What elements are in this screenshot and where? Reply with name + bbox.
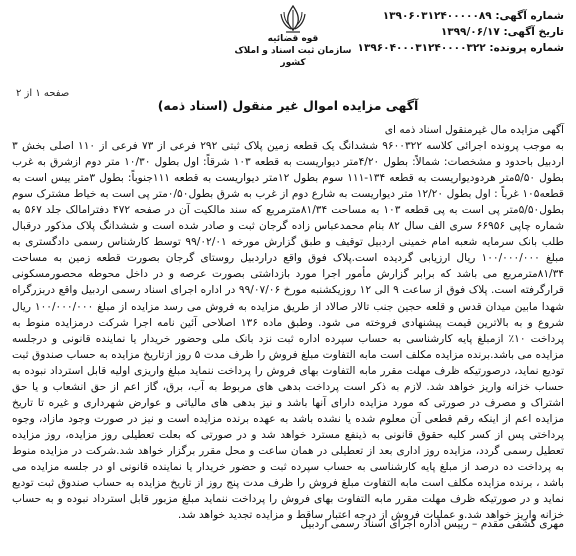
document-title: آگهی مزایده اموال غیر منقول (اسناد ذمه)	[157, 98, 419, 113]
document-body	[12, 122, 564, 523]
page-number: صفحه ۱ از ۲	[16, 88, 70, 99]
signature-line: مهری کشفی مقدم – رییس اداره اجرای اسناد رسمی اردبیل	[300, 518, 564, 530]
emblem-organization: سازمان ثبت اسناد و املاک کشور	[234, 46, 352, 68]
case-number-label: شماره پرونده:	[489, 42, 564, 54]
ad-date-label: تاریخ آگهی:	[503, 26, 564, 38]
emblem-icon	[276, 4, 310, 34]
judiciary-emblem	[234, 4, 352, 76]
emblem-caption: قوه قضائیه	[267, 34, 319, 44]
body-paragraph: به موجب پرونده اجرائی کلاسه ۹۶۰۰۳۲۲ ششدانگ یک قطعه زمین پلاک ثبتی ۲۹۲ فرعی از ۷۳ فرعی از ۱۱۰ اصلی بخش ۳ اردبیل باحدود و مشخصات: شمالاً: بطول ۴/۲۰متر دیواریست به قطعه ۱۰۳ شرقاً: اول بطول ۱۰/۳۰ متر دوم ازشرق به غرب بطول ۵/۵۰متر هردودیواریست به قطعه ۱۳۴-۱۱۱ سوم بطول ۱۲متر دیواریست به قطعه ۱۱۱جنوباً: بطول ۳متر ییس است به قطعه۱۰۵ غرباً : اول بطول ۱۲/۲۰ متر دیواریست به شارع دوم از غرب به شرق بطول۰/۵۰متر پی است به خیاط مشترک سوم بطول۵/۵۰متر پی است به پی قطعه ۱۰۳ به مساحت ۸۱/۳۴مترمربع که سند مالکیت آن در صفحه ۴۷۲ دفترامالک جلد ۵۶۷ به شماره چاپی ۶۶۹۵۶ سری الف سال ۸۲ بنام محمدعباس زاده گرجان ثبت و صادر شده است و ششدانگ پلاک مذکور درقبال طلب بانک سرمایه شعبه امام خمینی اردبیل توقیف و طبق گزارش مورخه ۹۹/۰۲/۰۱ توسط کارشناس رسمی دادگستری به مبلغ ۱۰۰/۰۰۰/۰۰۰ ریال ارزیابی گردیده است.پلاک فوق واقع دراردبیل روستای گرجان بصورت قطعه زمین به مساحت ۸۱/۳۴مترمربع می باشد که برابر گزارش مأمور اجرا مورد بازداشتی بصورت عرصه و در داخل محوطه محصورمسکونی قرارگرفته است. پلاک فوق از ساعت ۹ الی ۱۲ روزیکشنبه مورخ ۹۹/۰۷/۰۶ در اداره اجرای اسناد رسمی اردبیل واقع دربزرگراه شهدا مابین میدان قدس و قلعه حجین جنب تالار صالاد از طریق مزایده به فروش می رسد مزایده از مبلغ ۱۰۰/۰۰۰/۰۰۰ ریال شروع و به بالاترین قیمت پیشنهادی فروخته می شود. وطبق ماده ۱۳۶ اصلاحی آئین نامه اجرا شرکت درمزایده منوط به پرداخت ۱۰٪ ازمبلغ پایه کارشناسی به حساب سپرده اداره ثبت نزد بانک ملی وحضور خریدار یا نماینده قانونی و درجلسه مزایده می باشد.برنده مزایده مکلف است مابه التفاوت مبلغ فروش را ظرف مدت ۵ روز ازتاریخ مزایده به حساب صندوق ثبت تودیع نماید، درصورتیکه ظرف مهلت مقرر مابه التفاوت بهای فروش را پرداخت ننماید مبلغ واریزی اولیه قابل استرداد نبوده به حساب خزانه واریز خواهد شد. لازم به ذکر است پرداخت بدهی های مربوط به آب، برق، گاز اعم از حق انشعاب و یا حق اشتراک و مصرف در صورتی که مورد مزایده دارای آنها باشد و نیز بدهی های مالیاتی و عوارض شهرداری و غیره تا تاریخ مزایده اعم از اینکه رقم قطعی آن معلوم شده یا نشده باشد به عهده برنده مزایده است و نیز در صورت وجود مازاد، وجوه پرداختی پس از کسر کلیه حقوق قانونی به ذینفع مسترد خواهد شد و در صورتی که بعلت تعطیلی روز مزایده، روز مزایده تعطیل رسمی گردد، مزایده روز اداری بعد از تعطیلی در همان ساعت و محل مقرر برگزار خواهد شد.شرکت در مزایده منوط به پرداخت ده درصد از مبلغ پایه کارشناسی به حساب سپرده ثبت و حضور خریدار یا نماینده قانونی او در جلسه مزایده می باشد ، برنده مزایده مکلف است مابه التفاوت مبلغ فروش را ظرف مدت پنج روز از تاریخ مزایده به حساب صندوق ثبت تودیع نماید و در صورتیکه ظرف مهلت مقرر مابه التفاوت بهای فروش را پرداخت ننماید مبلغ مزبور قابل استرداد نبوده و به حساب خزانه واریز خواهد شد.و عملیات فروش از درجه اعتبار ساقط و مزایده تجدید خواهد شد.	[12, 140, 565, 522]
case-number-value: ۱۳۹۶۰۴۰۰۰۳۱۲۴۰۰۰۰۳۲۲	[357, 42, 486, 54]
ad-number-value: ۱۳۹۰۶۰۳۱۲۴۰۰۰۰۰۸۹	[382, 10, 492, 22]
ad-number-label: شماره آگهی:	[495, 10, 564, 22]
body-heading: آگهی مزایده مال غیرمنقول اسناد ذمه ای	[384, 124, 564, 136]
ad-date-value: ۱۳۹۹/۰۶/۱۷	[440, 26, 500, 38]
